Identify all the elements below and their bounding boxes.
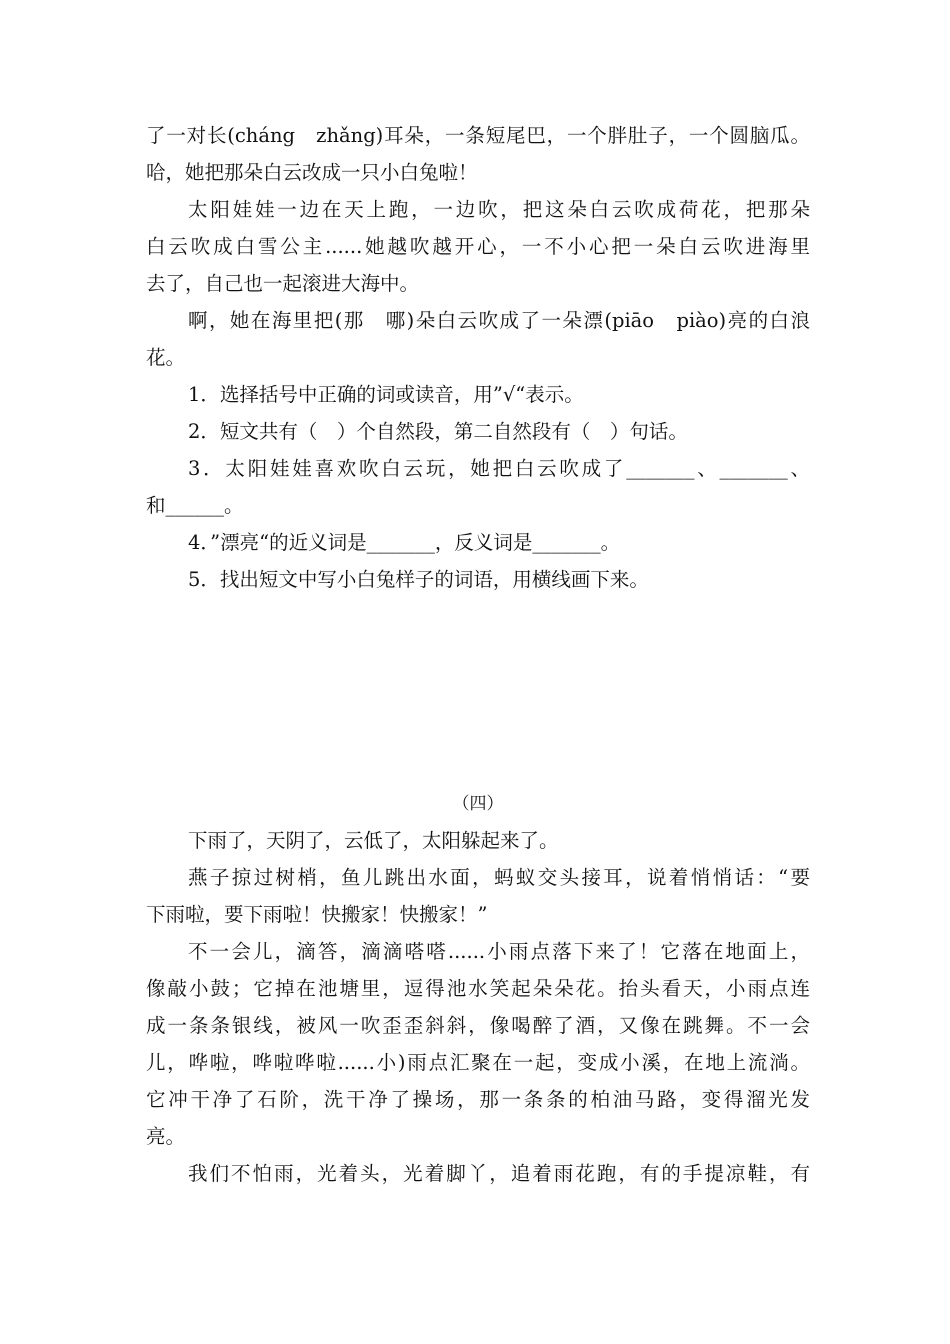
paragraph-line: 下雨啦，要下雨啦！快搬家！快搬家！” xyxy=(146,903,488,926)
paragraph-line: 花。 xyxy=(146,346,186,369)
question-item: 2．短文共有（ ）个自然段，第二自然段有（ ）句话。 xyxy=(188,420,688,443)
paragraph-line: 像敲小鼓；它掉在池塘里，逗得池水笑起朵朵花。抬头看天，小雨点连 xyxy=(146,977,810,1000)
question-item: 和______。 xyxy=(146,494,244,517)
question-item: 5．找出短文中写小白兔样子的词语，用横线画下来。 xyxy=(188,568,649,591)
question-item: 4．”漂亮“的近义词是_______，反义词是_______。 xyxy=(188,531,621,554)
question-item: 3．太阳娃娃喜欢吹白云玩，她把白云吹成了_______、_______、 xyxy=(188,457,810,480)
paragraph-line: 了一对长(cháng zhǎng)耳朵，一条短尾巴，一个胖肚子，一个圆脑瓜。 xyxy=(146,124,810,147)
paragraph-line: 哈，她把那朵白云改成一只小白兔啦！ xyxy=(146,161,478,184)
question-item: 1．选择括号中正确的词或读音，用”√“表示。 xyxy=(188,383,584,406)
paragraph-line: 它冲干净了石阶，洗干净了操场，那一条条的柏油马路，变得溜光发 xyxy=(146,1088,810,1111)
paragraph-line: 成一条条银线，被风一吹歪歪斜斜，像喝醉了酒，又像在跳舞。不一会 xyxy=(146,1014,810,1037)
paragraph-line: 燕子掠过树梢，鱼儿跳出水面，蚂蚁交头接耳，说着悄悄话：“要 xyxy=(188,866,810,889)
paragraph-line: 啊，她在海里把(那 哪)朵白云吹成了一朵漂(piāo piào)亮的白浪 xyxy=(188,309,810,332)
paragraph-line: 儿，哗啦，哗啦哗啦......小)雨点汇聚在一起，变成小溪，在地上流淌。 xyxy=(146,1051,810,1074)
paragraph-line: 白云吹成白雪公主......她越吹越开心，一不小心把一朵白云吹进海里 xyxy=(146,235,810,258)
paragraph-line: 亮。 xyxy=(146,1125,186,1148)
paragraph-line: 去了，自己也一起滚进大海中。 xyxy=(146,272,420,295)
paragraph-line: 太阳娃娃一边在天上跑，一边吹，把这朵白云吹成荷花，把那朵 xyxy=(188,198,810,221)
section-heading: （四） xyxy=(452,794,504,814)
paragraph-line: 不一会儿，滴答，滴滴嗒嗒......小雨点落下来了！它落在地面上， xyxy=(188,940,810,963)
paragraph-line: 下雨了，天阴了，云低了，太阳躲起来了。 xyxy=(188,829,559,852)
paragraph-line: 我们不怕雨，光着头，光着脚丫，追着雨花跑，有的手提凉鞋，有 xyxy=(188,1162,810,1185)
